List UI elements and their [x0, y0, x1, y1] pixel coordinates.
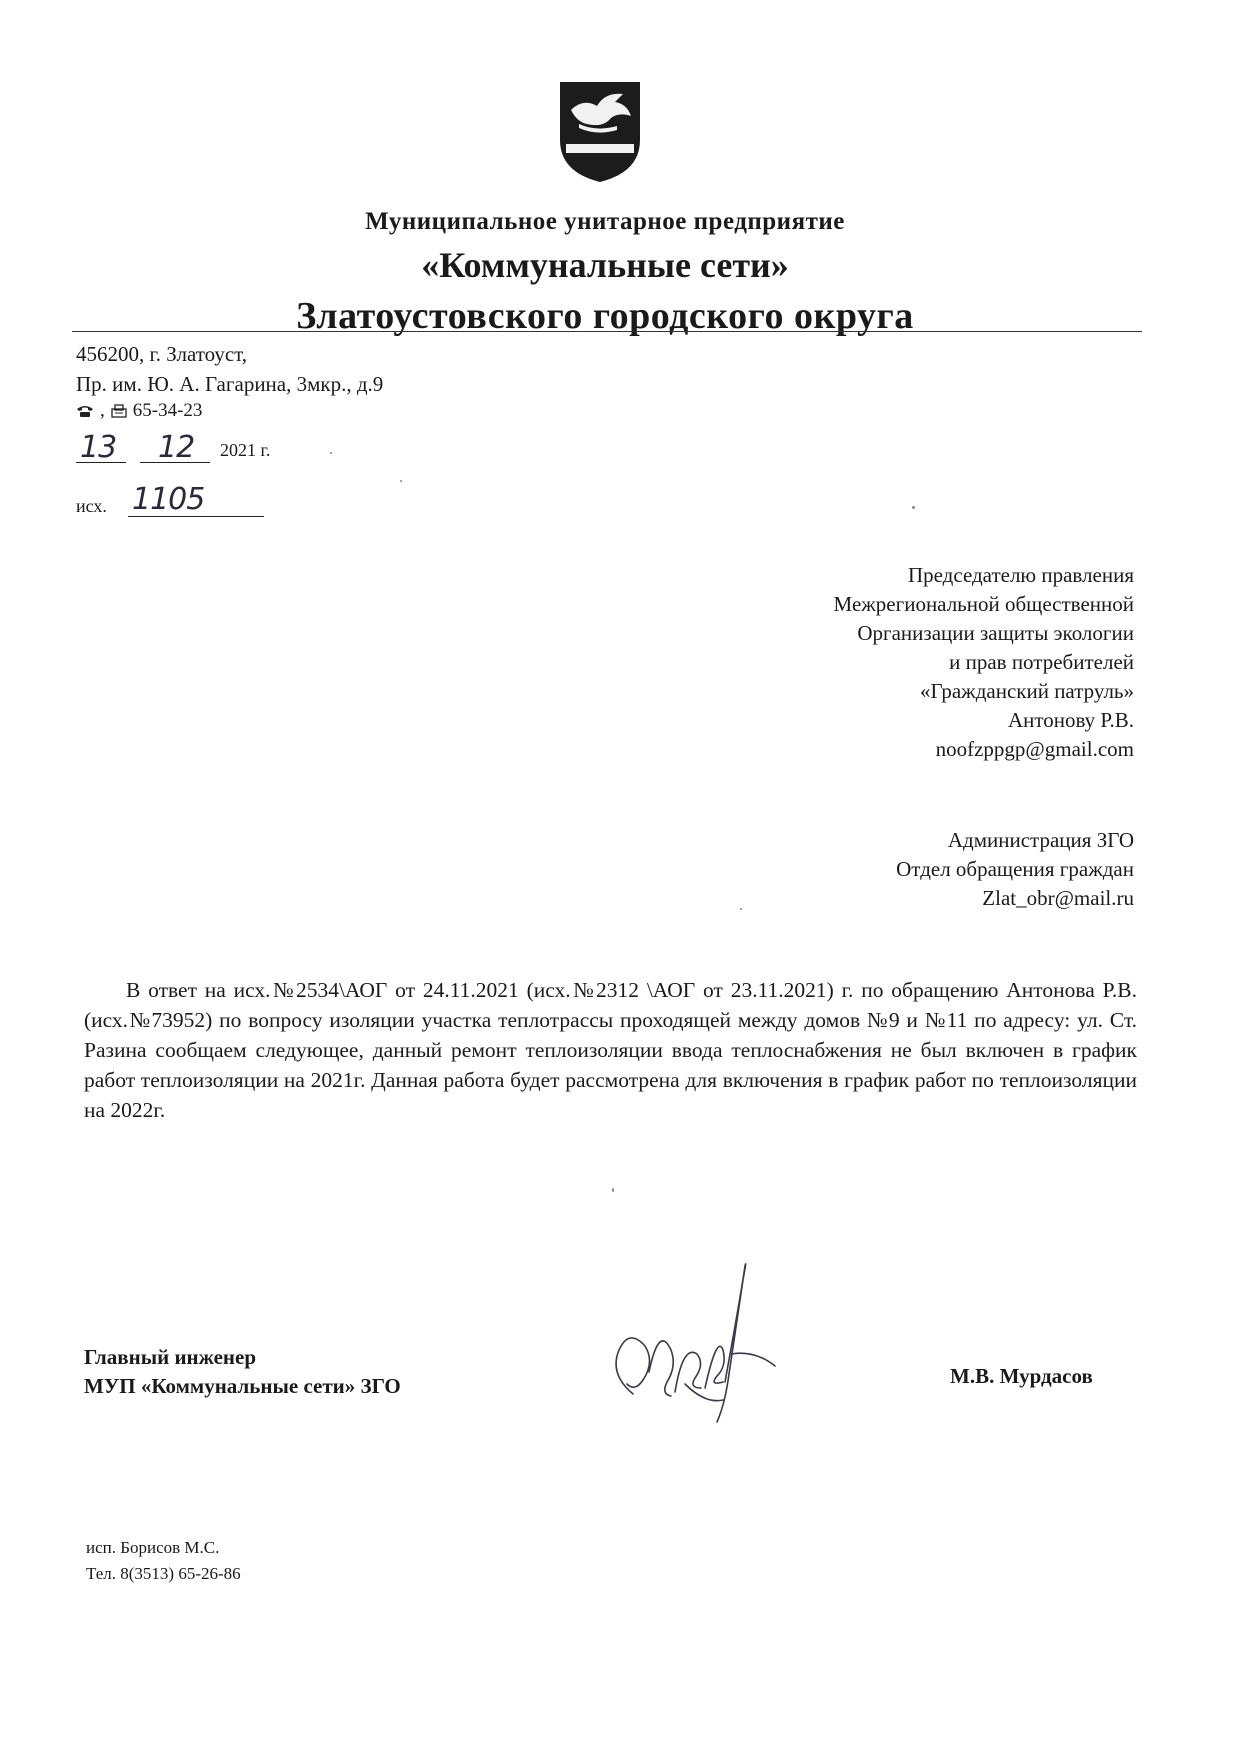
- primary-recipient-block: [834, 561, 1134, 764]
- fax-icon: [111, 404, 127, 418]
- sender-phone-row: [76, 400, 202, 422]
- recipient-email: noofzppgp@gmail.com: [935, 737, 1134, 761]
- coat-of-arms-icon: [557, 80, 643, 184]
- scan-speck: [912, 506, 915, 509]
- date-month-line: [140, 462, 210, 463]
- executor-name: исп. Борисов М.С.: [86, 1538, 220, 1557]
- recipient-line: «Гражданский патруль»: [920, 679, 1134, 703]
- sender-phone-number: 65-34-23: [132, 400, 203, 421]
- scan-speck: [400, 480, 402, 482]
- recipient-line: Организации защиты экологии: [857, 621, 1134, 645]
- telephone-icon: [76, 404, 94, 418]
- scan-speck: [740, 908, 742, 910]
- recipient-line: Межрегиональной общественной: [833, 592, 1134, 616]
- letter-body-paragraph: В ответ на исх.№2534\АОГ от 24.11.2021 (исх.№2312 \АОГ от 23.11.2021) г. по обращению Антонова Р.В. (исх.№73952) по вопросу изоляции участка теплотрассы проходящей между домов №9 и №11 по адресу: ул. Ст. Разина сообщаем следующее, данный ремонт теплоизоляции ввода теплоснабжения не был включен в график работ теплоизоляции на 2021г. Данная работа будет рассмотрена для включения в график работ по теплоизоляции на 2022г.: [84, 978, 1137, 1122]
- sender-address-line1: 456200, г. Златоуст,: [76, 342, 248, 366]
- reference-line: [128, 516, 264, 517]
- secondary-recipient-block: [896, 826, 1134, 913]
- executor-block: [86, 1535, 241, 1587]
- date-day-line: [76, 462, 126, 463]
- handwritten-day: 13: [80, 430, 117, 465]
- reference-label: исх.: [76, 496, 107, 516]
- signatory-organization: МУП «Коммунальные сети» ЗГО: [84, 1374, 401, 1398]
- organization-name: «Коммунальные сети»: [421, 245, 789, 285]
- sender-address-line2: Пр. им. Ю. А. Гагарина, 3мкр., д.9: [76, 372, 384, 396]
- handwritten-signature: [605, 1254, 785, 1429]
- recipient-line: Председателю правления: [907, 563, 1134, 587]
- outgoing-reference: [76, 482, 276, 522]
- handwritten-reference-number: 1105: [132, 482, 205, 517]
- organization-type: Муниципальное унитарное предприятие: [365, 208, 845, 235]
- signatory-position: [84, 1343, 401, 1401]
- recipient-line: и прав потребителей: [949, 650, 1134, 674]
- handwritten-month: 12: [158, 430, 195, 465]
- scan-speck: [330, 452, 332, 454]
- executor-phone: Тел. 8(3513) 65-26-86: [86, 1564, 241, 1583]
- scan-speck: [612, 1188, 614, 1192]
- recipient-email: Zlat_obr@mail.ru: [982, 886, 1134, 910]
- signatory-name: М.В. Мурдасов: [950, 1364, 1093, 1388]
- organization-city: Златоустовского городского округа: [296, 295, 914, 337]
- recipient-line: Отдел обращения граждан: [896, 857, 1134, 881]
- date-year: 2021 г.: [220, 440, 271, 460]
- recipient-name: Антонову Р.В.: [1007, 708, 1134, 732]
- signatory-title: Главный инженер: [84, 1345, 257, 1369]
- recipient-line: Администрация ЗГО: [947, 828, 1134, 852]
- separator: ,: [100, 400, 105, 421]
- header-divider: [72, 331, 1142, 332]
